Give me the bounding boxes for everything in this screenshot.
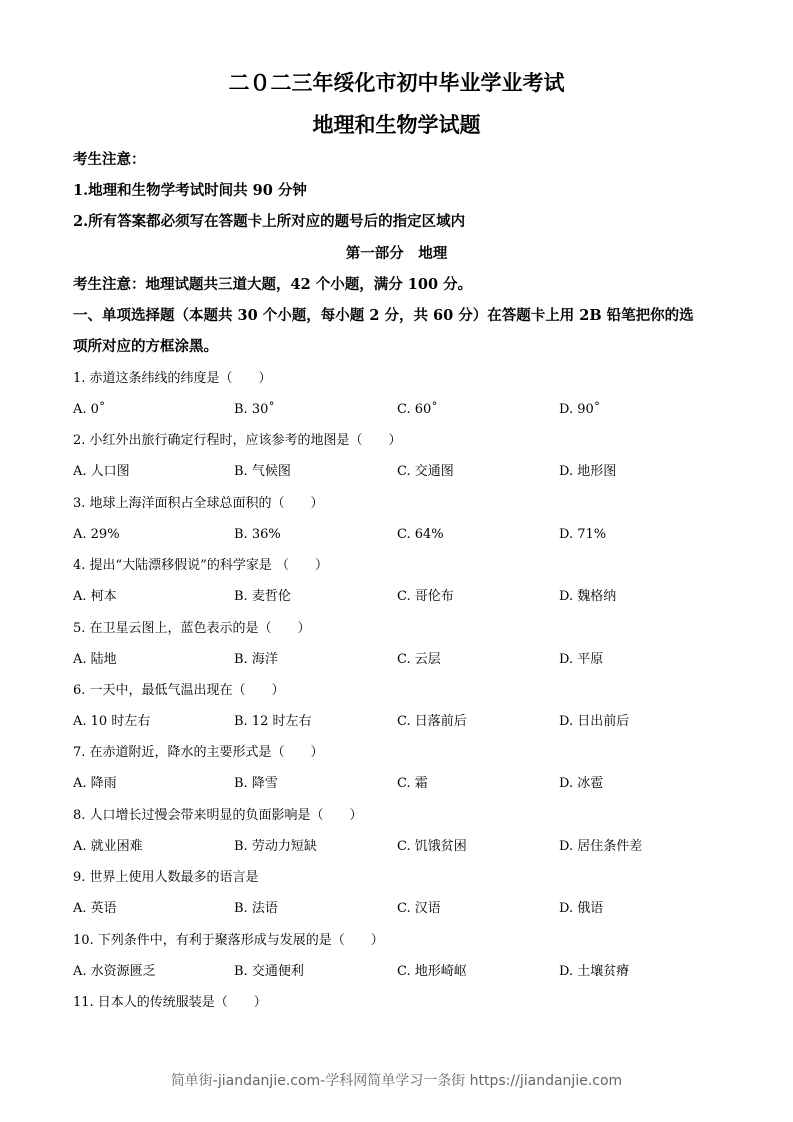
option-b: B. 30˚ xyxy=(234,402,275,417)
footer-watermark: 简单街-jiandanjie.com-学科网简单学习一条街 https://jiandanjie.com xyxy=(170,1073,623,1089)
question-stem: 11. 日本人的传统服装是（ ） xyxy=(73,995,267,1010)
page-subtitle: 地理和生物学试题 xyxy=(312,112,481,137)
question-stem: 1. 赤道这条纬线的纬度是（ ） xyxy=(73,371,272,386)
question-stem: 7. 在赤道附近，降水的主要形式是（ ） xyxy=(73,745,324,761)
notice-line-1: 1.地理和生物学考试时间共 90 分钟 xyxy=(73,182,307,199)
option-a: A. 英语 xyxy=(73,901,117,917)
option-a: A. 水资源匮乏 xyxy=(73,963,156,979)
section-instruction-line-1: 一、单项选择题（本题共 30 个小题，每小题 2 分，共 60 分）在答题卡上用 2B 铅笔把你的选 xyxy=(73,307,694,324)
option-c: C. 64% xyxy=(397,526,444,542)
option-a: A. 降雨 xyxy=(73,776,117,792)
option-b: B. 降雪 xyxy=(234,776,278,792)
question-stem: 2. 小红外出旅行确定行程时，应该参考的地图是（ ） xyxy=(73,433,402,449)
option-c: C. 汉语 xyxy=(397,901,441,917)
option-a: A. 0˚ xyxy=(73,402,106,417)
option-d: D. 魏格纳 xyxy=(559,589,617,605)
option-d: D. 71% xyxy=(559,526,607,542)
question-options xyxy=(73,401,733,419)
option-a: A. 陆地 xyxy=(73,651,117,667)
option-a: A. 就业困难 xyxy=(73,838,143,854)
question-stem: 10. 下列条件中，有利于聚落形成与发展的是（ ） xyxy=(73,932,384,948)
option-d: D. 居住条件差 xyxy=(559,838,643,854)
option-d: D. 地形图 xyxy=(559,464,617,480)
question-options xyxy=(73,963,733,981)
option-d: D. 日出前后 xyxy=(559,714,630,729)
option-c: C. 日落前后 xyxy=(397,714,467,729)
option-b: B. 12 时左右 xyxy=(234,714,312,729)
question-options xyxy=(73,651,733,669)
option-a: A. 10 时左右 xyxy=(73,714,151,729)
option-b: B. 气候图 xyxy=(234,464,291,480)
question-stem: 9. 世界上使用人数最多的语言是 xyxy=(73,870,259,886)
question-stem: 5. 在卫星云图上，蓝色表示的是（ ） xyxy=(73,620,311,636)
question-options xyxy=(73,713,733,731)
option-b: B. 法语 xyxy=(234,901,278,917)
option-a: A. 29% xyxy=(73,526,120,542)
question-stem: 6. 一天中，最低气温出现在（ ） xyxy=(73,683,285,698)
question-options xyxy=(73,775,733,793)
option-b: B. 36% xyxy=(234,526,281,542)
option-c: C. 饥饿贫困 xyxy=(397,838,467,854)
question-options xyxy=(73,900,733,918)
question-options xyxy=(73,838,733,856)
option-c: C. 云层 xyxy=(397,651,441,667)
option-d: D. 平原 xyxy=(559,651,604,667)
option-d: D. 90˚ xyxy=(559,402,601,417)
option-d: D. 冰雹 xyxy=(559,776,604,792)
question-options xyxy=(73,463,733,481)
question-stem: 3. 地球上海洋面积占全球总面积的（ ） xyxy=(73,495,324,511)
option-b: B. 交通便利 xyxy=(234,963,304,979)
question-stem: 4. 提出“大陆漂移假说”的科学家是 （ ） xyxy=(73,558,328,574)
option-d: D. 俄语 xyxy=(559,901,604,917)
notice-heading: 考生注意： xyxy=(73,151,146,168)
option-c: C. 霜 xyxy=(397,776,428,792)
option-d: D. 土壤贫瘠 xyxy=(559,963,630,979)
question-stem: 8. 人口增长过慢会带来明显的负面影响是（ ） xyxy=(73,807,363,823)
option-c: C. 交通图 xyxy=(397,464,454,480)
notice-line-2: 2.所有答案都必须写在答题卡上所对应的题号后的指定区域内 xyxy=(73,213,466,230)
option-b: B. 海洋 xyxy=(234,651,278,667)
option-c: C. 60˚ xyxy=(397,402,438,417)
page-title: 二０二三年绥化市初中毕业学业考试 xyxy=(228,70,565,95)
option-a: A. 柯本 xyxy=(73,589,117,605)
part-notice: 考生注意：地理试题共三道大题，42 个小题，满分 100 分。 xyxy=(73,276,473,293)
section-instruction-line-2: 项所对应的方框涂黑。 xyxy=(73,338,218,355)
option-c: C. 哥伦布 xyxy=(397,589,454,605)
part-title: 第一部分 地理 xyxy=(345,245,448,262)
option-a: A. 人口图 xyxy=(73,464,130,480)
question-options xyxy=(73,526,733,544)
question-options xyxy=(73,588,733,606)
option-c: C. 地形崎岖 xyxy=(397,963,467,979)
option-b: B. 麦哲伦 xyxy=(234,589,291,605)
option-b: B. 劳动力短缺 xyxy=(234,838,317,854)
